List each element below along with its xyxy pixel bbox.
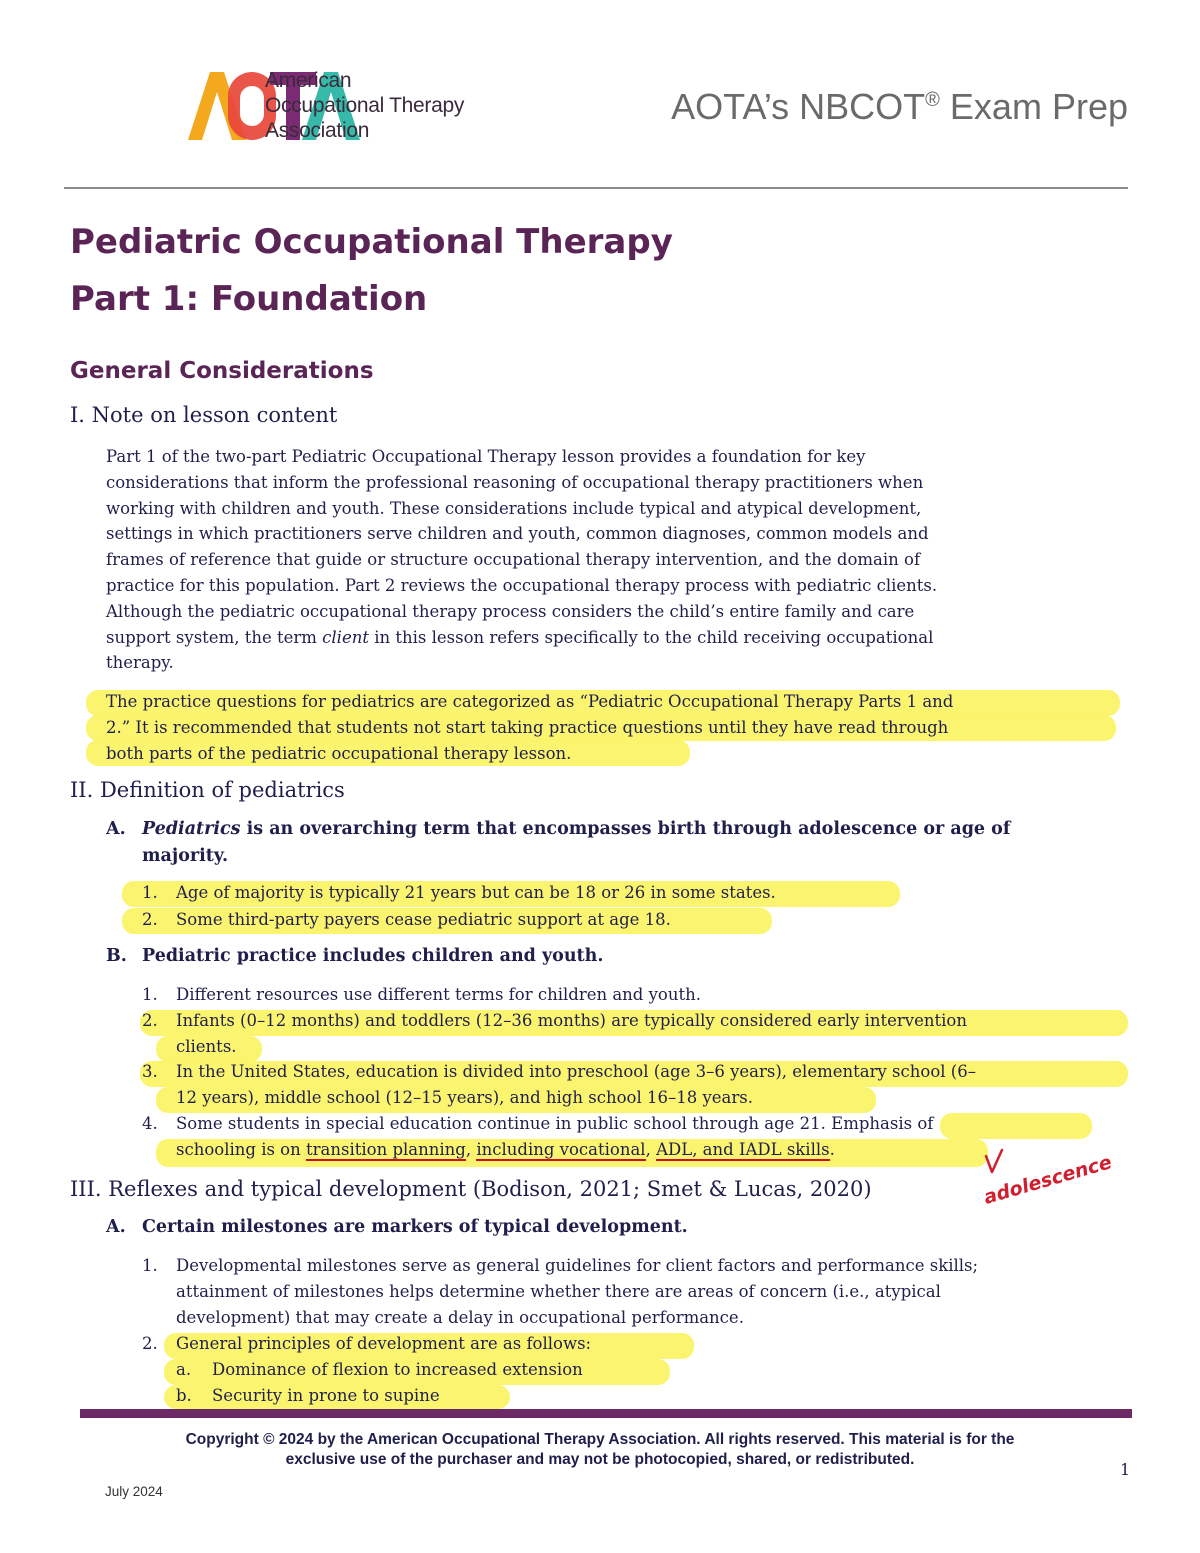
handwritten-adolescence-annotation [980,1146,1115,1216]
list-item: Age of majority is typically 21 years but can be 18 or 26 in some states. [176,883,776,902]
item-text: schooling is on [176,1140,306,1159]
list-number: 3. [142,1062,158,1081]
product-title [671,86,1128,128]
underlined-adl-iadl-skills: ADL, and IADL skills [656,1140,830,1159]
underlined-transition-planning: transition planning [306,1140,466,1159]
sub-list-item: Dominance of flexion to increased extension [212,1360,583,1379]
paragraph-line [106,625,937,651]
organization-name [265,68,464,143]
list-item: Developmental milestones serve as general guidelines for client factors and performance skills; [176,1256,979,1275]
paragraph-line: frames of reference that guide or structure occupational therapy intervention, and the domain of [106,550,921,570]
list-item-continued: development) that may create a delay in occupational performance. [176,1308,744,1327]
product-title-text: AOTA’s NBCOT [671,86,926,127]
registered-mark: ® [925,89,940,111]
list-item-continued: attainment of milestones helps determine whether there are areas of concern (i.e., atypical [176,1282,941,1301]
paragraph-line: considerations that inform the professional reasoning of occupational therapy practitioners when [106,472,924,492]
footer-divider [80,1409,1132,1418]
paragraph-line: settings in which practitioners serve children and youth, common diagnoses, common models and [106,524,929,544]
note-line: The practice questions for pediatrics are categorized as “Pediatric Occupational Therapy Parts 1 and [106,692,954,711]
org-line2: Occupational Therapy [265,94,465,117]
subheading-3a-label: A. [106,1217,126,1237]
emphasis-pediatrics: Pediatrics [142,819,241,839]
list-number: 2. [142,910,158,929]
page-subtitle: Part 1: Foundation [70,279,428,319]
list-item: Different resources use different terms for children and youth. [176,985,701,1004]
list-item: Infants (0–12 months) and toddlers (12–36 months) are typically considered early intervention [176,1011,967,1030]
practice-note [106,689,953,766]
copyright-notice [100,1430,1100,1470]
paragraph-line: working with children and youth. These considerations include typical and atypical development, [106,498,922,518]
list-item-continued: clients. [176,1037,237,1056]
subheading-2b-label: B. [106,946,127,966]
subheading-2a-label: A. [106,819,126,839]
sub-list-letter: b. [176,1386,192,1405]
list-item: Some students in special education continue in public school through age 21. Emphasis of [176,1114,934,1133]
underlined-including-vocational: including vocational [476,1140,646,1159]
subheading-3a: Certain milestones are markers of typical development. [142,1217,688,1237]
document-date: July 2024 [105,1484,163,1499]
paragraph-text: support system, the term [106,627,323,647]
note-line: both parts of the pediatric occupational therapy lesson. [106,743,572,763]
list-number: 1. [142,1256,158,1275]
list-item: Some third-party payers cease pediatric support at age 18. [176,910,671,929]
list-number: 1. [142,883,158,902]
lesson-paragraph [106,444,937,676]
item-text: , [645,1140,657,1159]
header-divider [64,187,1128,189]
page-title: Pediatric Occupational Therapy [70,222,673,262]
list-number: 2. [142,1011,158,1030]
section-title: General Considerations [70,358,374,384]
list-item: In the United States, education is divided into preschool (age 3–6 years), elementary school (6– [176,1062,976,1081]
paragraph-text: in this lesson refers specifically to the child receiving occupational [368,627,934,647]
list-number: 4. [142,1114,158,1133]
section-heading-3: III. Reflexes and typical development (Bodison, 2021; Smet & Lucas, 2020) [70,1177,872,1201]
paragraph-line: therapy. [106,653,174,673]
paragraph-line: Part 1 of the two-part Pediatric Occupational Therapy lesson provides a foundation for key [106,447,866,466]
org-line3: Association [265,119,370,142]
item-text: . [829,1140,835,1159]
paragraph-line: practice for this population. Part 2 reviews the occupational therapy process with pediatric clients. [106,575,938,595]
list-item: General principles of development are as follows: [176,1334,592,1353]
list-item-continued: 12 years), middle school (12–15 years), and high school 16–18 years. [176,1088,753,1107]
annotation-text: adolescence [981,1151,1115,1209]
list-item-continued [176,1140,835,1159]
subheading-2a-line2: majority. [142,846,229,866]
product-title-suffix: Exam Prep [939,86,1128,127]
sub-list-item: Security in prone to supine [212,1386,440,1405]
copyright-line: exclusive use of the purchaser and may not be photocopied, shared, or redistributed. [285,1451,915,1468]
highlight-mark [940,1113,1092,1139]
subheading-2a [142,819,1010,839]
page-number: 1 [1120,1460,1131,1479]
section-heading-1: I. Note on lesson content [70,403,338,427]
list-number: 2. [142,1334,158,1353]
paragraph-line: Although the pediatric occupational therapy process considers the child’s entire family and care [106,601,915,621]
section-heading-2: II. Definition of pediatrics [70,778,345,802]
list-number: 1. [142,985,158,1004]
sub-list-letter: a. [176,1360,192,1379]
subheading-text: is an overarching term that encompasses birth through adolescence or age of [240,819,1011,839]
org-line1: American [265,69,352,92]
item-text: , [465,1140,477,1159]
copyright-line: Copyright © 2024 by the American Occupational Therapy Association. All rights reserved. This material is for the [185,1431,1015,1448]
note-line: 2.” It is recommended that students not start taking practice questions until they have read through [106,717,949,737]
emphasis-client: client [322,627,369,647]
subheading-2b: Pediatric practice includes children and youth. [142,946,604,966]
